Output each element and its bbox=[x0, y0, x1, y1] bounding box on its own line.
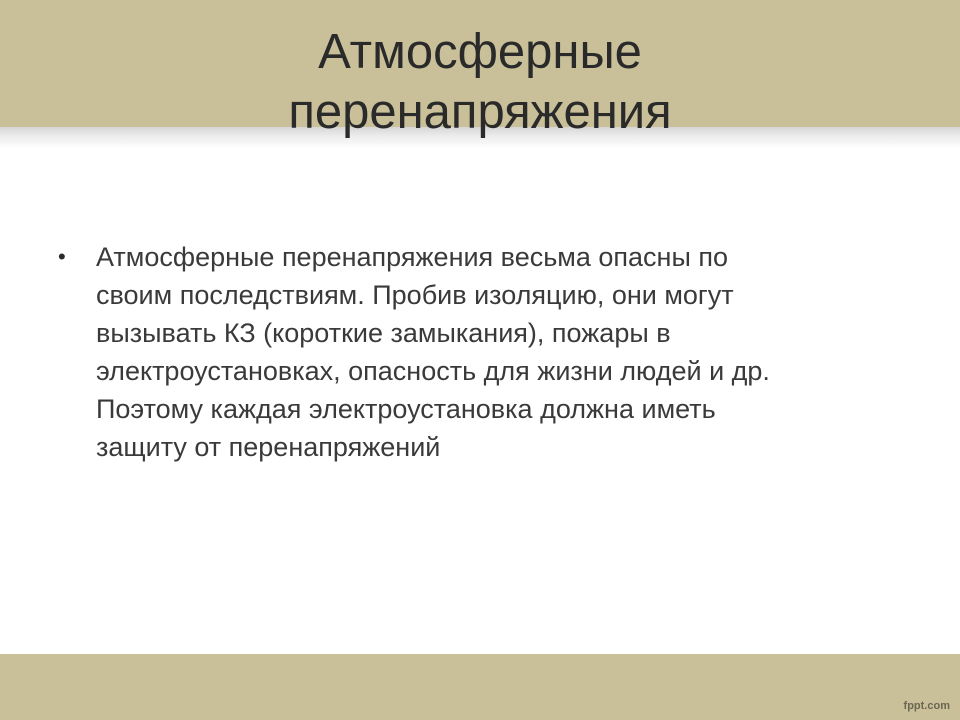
slide-body bbox=[58, 238, 918, 466]
bullet-line-1: Атмосферные перенапряжения весьма опасны по bbox=[96, 242, 728, 272]
bullet-text bbox=[96, 238, 896, 466]
bullet-dot-icon: • bbox=[58, 244, 66, 269]
slide-title-line-2: перенапряжения bbox=[288, 85, 672, 139]
slide-title-line-1: Атмосферные bbox=[318, 25, 642, 79]
bullet-line-4: электроустановках, опасность для жизни людей и др. bbox=[96, 356, 770, 386]
bullet-line-3: вызывать КЗ (короткие замыкания), пожары в bbox=[96, 318, 671, 348]
footer-band bbox=[0, 654, 960, 720]
bullet-item bbox=[58, 238, 918, 466]
bullet-line-6: защиту от перенапряжений bbox=[96, 432, 441, 462]
bullet-line-2: своим последствиям. Пробив изоляцию, они могут bbox=[96, 280, 734, 310]
slide-title bbox=[0, 22, 960, 142]
bullet-line-5: Поэтому каждая электроустановка должна иметь bbox=[96, 394, 716, 424]
watermark: fppt.com bbox=[903, 700, 950, 712]
